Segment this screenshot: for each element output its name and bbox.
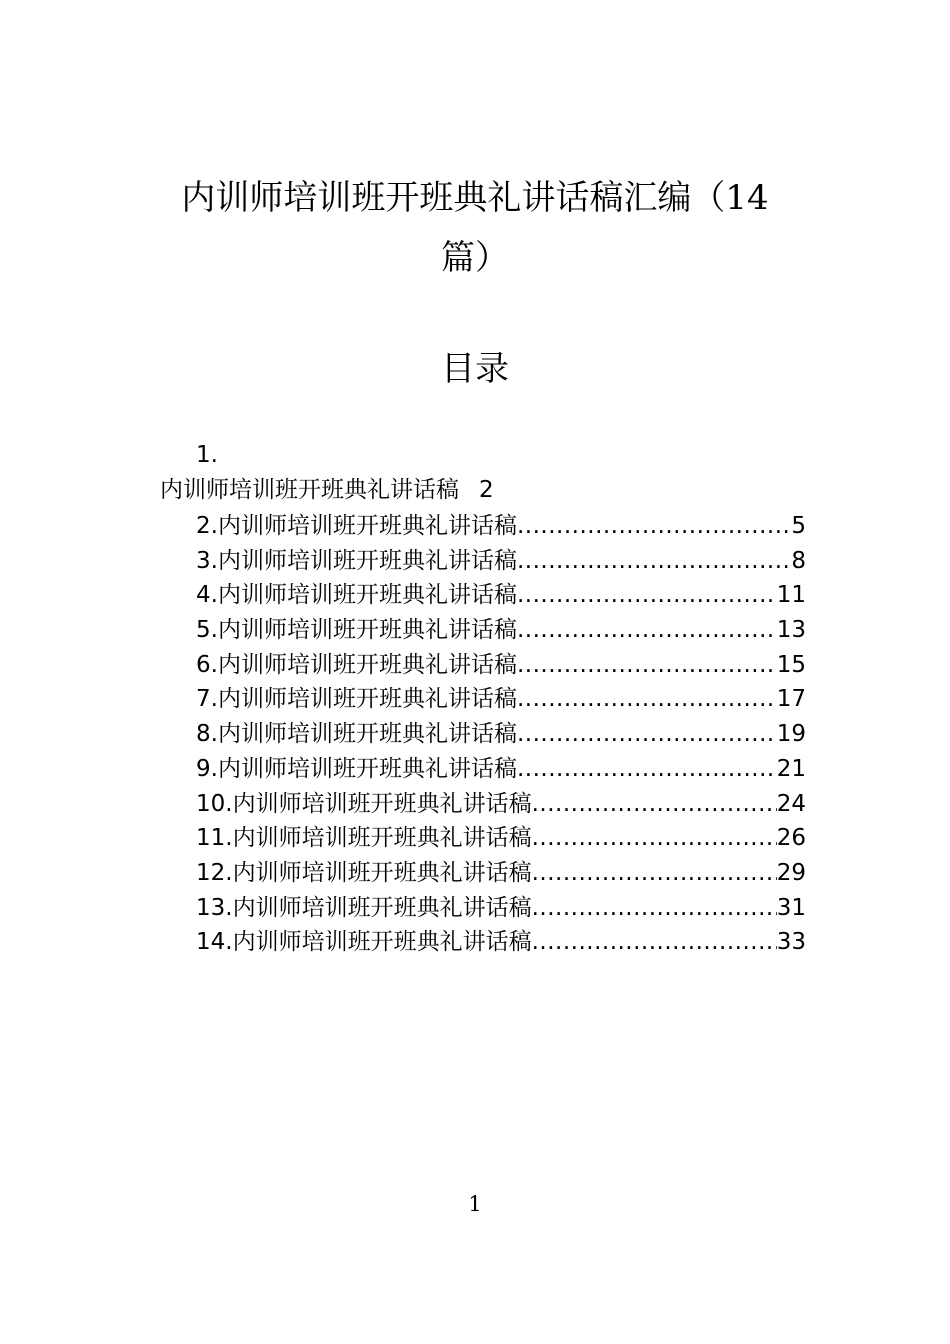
toc-entry-6[interactable] bbox=[196, 648, 806, 683]
toc-entry-label: 14.内训师培训班开班典礼讲话稿 bbox=[196, 929, 532, 956]
toc-entry-13[interactable] bbox=[196, 891, 806, 926]
toc-entry-2[interactable] bbox=[196, 509, 806, 544]
toc-entry-page: 21 bbox=[776, 755, 806, 782]
toc-entry-page: 24 bbox=[776, 790, 806, 817]
toc-leader-dots bbox=[532, 821, 777, 856]
toc-heading: 目录 bbox=[441, 349, 509, 389]
toc-leader-dots bbox=[532, 856, 777, 891]
toc-entry-page: 5 bbox=[791, 513, 806, 539]
toc-entry-10[interactable] bbox=[196, 787, 806, 822]
toc-entry-1-page: 2 bbox=[479, 477, 494, 503]
page-number: 1 bbox=[468, 1192, 482, 1216]
toc-entry-page: 19 bbox=[776, 721, 806, 748]
toc-leader-dots bbox=[517, 509, 791, 544]
toc-leader-dots bbox=[517, 648, 777, 683]
toc-entry-14[interactable] bbox=[196, 925, 806, 960]
document-title bbox=[150, 168, 800, 288]
toc-entry-5[interactable] bbox=[196, 613, 806, 648]
toc-entry-1[interactable] bbox=[160, 475, 494, 505]
toc-entry-label: 5.内训师培训班开班典礼讲话稿 bbox=[196, 617, 517, 644]
toc-entry-9[interactable] bbox=[196, 752, 806, 787]
toc-entry-1-number[interactable]: 1. bbox=[196, 442, 218, 468]
toc-entry-page: 17 bbox=[776, 686, 806, 713]
toc-leader-dots bbox=[517, 613, 777, 648]
toc-leader-dots bbox=[517, 578, 777, 613]
toc-entry-page: 26 bbox=[776, 825, 806, 852]
toc-entry-page: 13 bbox=[776, 617, 806, 644]
title-text-line2: 篇） bbox=[441, 238, 509, 278]
toc-entry-label: 9.内训师培训班开班典礼讲话稿 bbox=[196, 755, 517, 782]
toc-entry-label: 7.内训师培训班开班典礼讲话稿 bbox=[196, 686, 517, 713]
toc-leader-dots bbox=[517, 682, 777, 717]
toc-entry-label: 12.内训师培训班开班典礼讲话稿 bbox=[196, 859, 532, 886]
title-text-line1: 内训师培训班开班典礼讲话稿汇编（ bbox=[181, 178, 726, 218]
title-count: 14 bbox=[725, 178, 769, 218]
toc-entry-label: 3.内训师培训班开班典礼讲话稿 bbox=[196, 547, 517, 574]
toc-entry-3[interactable] bbox=[196, 544, 806, 579]
toc-entry-4[interactable] bbox=[196, 578, 806, 613]
toc-entry-page: 31 bbox=[776, 894, 806, 921]
toc-entry-label: 13.内训师培训班开班典礼讲话稿 bbox=[196, 894, 532, 921]
toc-entry-page: 8 bbox=[791, 547, 806, 574]
toc-entry-label: 4.内训师培训班开班典礼讲话稿 bbox=[196, 582, 517, 609]
toc-entry-label: 11.内训师培训班开班典礼讲话稿 bbox=[196, 825, 532, 852]
toc-entry-label: 2.内训师培训班开班典礼讲话稿 bbox=[196, 513, 517, 539]
toc-leader-dots bbox=[532, 925, 777, 960]
toc-leader-dots bbox=[532, 891, 777, 926]
toc-entry-1-label: 内训师培训班开班典礼讲话稿 bbox=[160, 477, 459, 503]
toc-leader-dots bbox=[517, 544, 791, 579]
toc-leader-dots bbox=[517, 752, 777, 787]
toc-entry-page: 33 bbox=[776, 929, 806, 956]
toc-entry-12[interactable] bbox=[196, 856, 806, 891]
toc-entry-page: 15 bbox=[776, 651, 806, 678]
toc-entry-11[interactable] bbox=[196, 821, 806, 856]
toc-entry-8[interactable] bbox=[196, 717, 806, 752]
toc-leader-dots bbox=[532, 787, 777, 822]
toc-entry-7[interactable] bbox=[196, 682, 806, 717]
toc-leader-dots bbox=[517, 717, 777, 752]
toc-entry-label: 8.内训师培训班开班典礼讲话稿 bbox=[196, 721, 517, 748]
toc-entry-label: 10.内训师培训班开班典礼讲话稿 bbox=[196, 790, 532, 817]
toc-entry-page: 29 bbox=[776, 859, 806, 886]
toc-entry-page: 11 bbox=[776, 582, 806, 609]
toc-list bbox=[196, 509, 806, 960]
toc-entry-label: 6.内训师培训班开班典礼讲话稿 bbox=[196, 651, 517, 678]
